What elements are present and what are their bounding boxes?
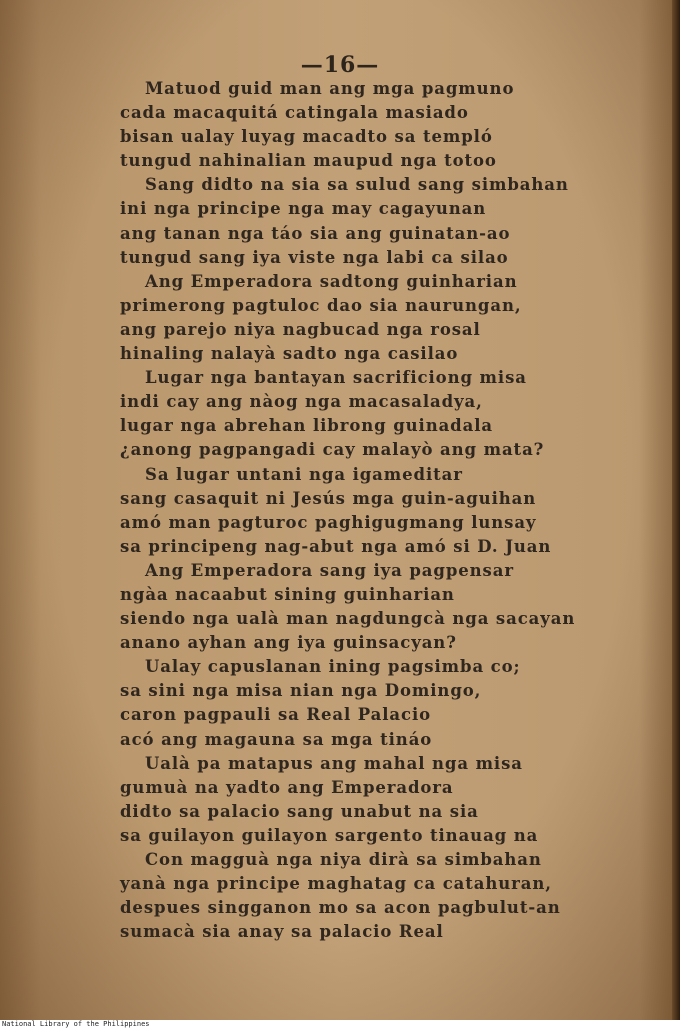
text-line: acó ang magauna sa mga tináo bbox=[120, 729, 433, 749]
text-line: sa principeng nag-abut nga amó si D. Juan bbox=[120, 536, 552, 556]
stanza-first-line: Sang didto na sia sa sulud sang simbahan bbox=[145, 175, 569, 195]
library-attribution: National Library of the Philippines bbox=[2, 1020, 150, 1028]
stanza-first-line: Ualà pa matapus ang mahal nga misa bbox=[145, 753, 523, 773]
text-line: sang casaquit ni Jesús mga guin-aguihan bbox=[120, 488, 537, 508]
stanza-first-line: Ang Emperadora sang iya pagpensar bbox=[145, 560, 514, 580]
stanza-first-line: Ualay capuslanan ining pagsimba co; bbox=[145, 657, 521, 677]
text-line: siendo nga ualà man nagdungcà nga sacayan bbox=[120, 609, 576, 629]
stanza-first-line: Matuod guid man ang mga pagmuno bbox=[145, 79, 515, 98]
poem-text bbox=[0, 77, 680, 944]
page-number: —16— bbox=[300, 52, 380, 78]
text-line: sa guilayon guilayon sargento tinauag na bbox=[120, 825, 539, 845]
text-line: lugar nga abrehan librong guinadala bbox=[120, 416, 493, 436]
text-line: cada macaquitá catingala masiado bbox=[120, 103, 469, 123]
stanza-first-line: Sa lugar untani nga igameditar bbox=[145, 464, 463, 484]
text-line: sumacà sia anay sa palacio Real bbox=[120, 922, 444, 942]
text-line: tungud nahinalian maupud nga totoo bbox=[120, 151, 497, 171]
text-line: ngàa nacaabut sining guinharian bbox=[120, 584, 455, 604]
text-line: ini nga principe nga may cagayunan bbox=[120, 199, 487, 219]
text-line: ang tanan nga táo sia ang guinatan-ao bbox=[120, 223, 511, 243]
text-line: hinaling nalayà sadto nga casilao bbox=[120, 344, 459, 364]
text-line: tungud sang iya viste nga labi ca silao bbox=[120, 247, 509, 267]
text-line: despues singganon mo sa acon pagbulut-an bbox=[120, 898, 561, 918]
text-line: sa sini nga misa nian nga Domingo, bbox=[120, 681, 482, 701]
stanza-first-line: Con magguà nga niya dirà sa simbahan bbox=[145, 850, 542, 869]
text-line: caron pagpauli sa Real Palacio bbox=[120, 705, 432, 725]
text-line: amó man pagturoc paghigugmang lunsay bbox=[120, 512, 537, 532]
text-line: anano ayhan ang iya guinsacyan? bbox=[120, 633, 457, 653]
text-line: didto sa palacio sang unabut na sia bbox=[120, 801, 479, 821]
text-line: bisan ualay luyag macadto sa templó bbox=[120, 127, 493, 147]
stanza-first-line: Ang Emperadora sadtong guinharian bbox=[145, 271, 518, 291]
text-line: ¿anong pagpangadi cay malayò ang mata? bbox=[120, 440, 545, 460]
stanza-first-line: Lugar nga bantayan sacrificiong misa bbox=[145, 368, 527, 388]
text-line: primerong pagtuloc dao sia naurungan, bbox=[120, 295, 522, 315]
text-line: yanà nga principe maghatag ca catahuran, bbox=[120, 874, 552, 894]
text-line: gumuà na yadto ang Emperadora bbox=[120, 777, 454, 797]
text-line: ang parejo niya nagbucad nga rosal bbox=[120, 319, 481, 339]
text-line: indi cay ang nàog nga macasaladya, bbox=[120, 392, 483, 412]
